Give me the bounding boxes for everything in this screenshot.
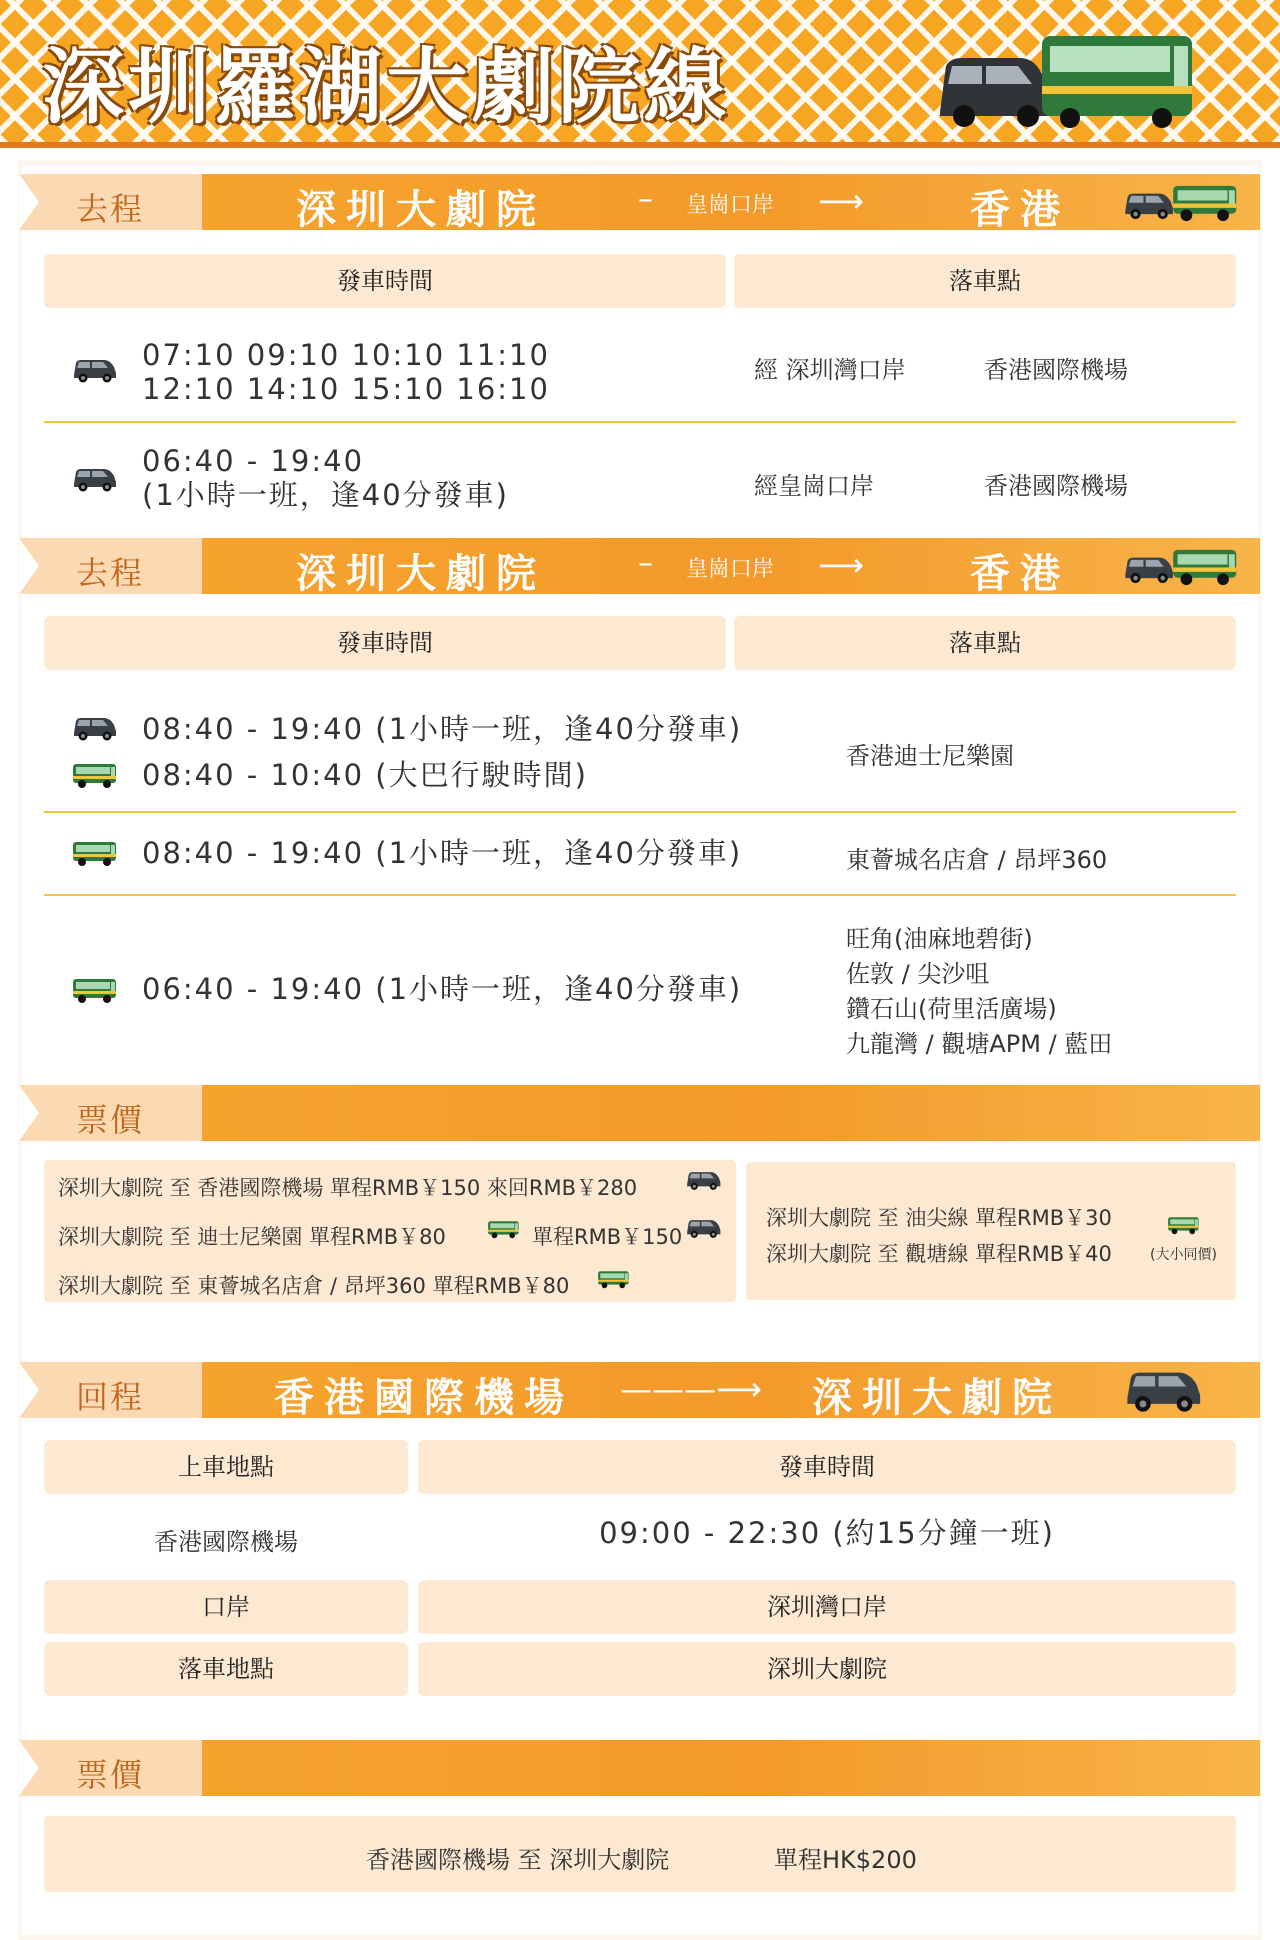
section-tab-label: 票價 [76, 1101, 145, 1139]
times-line-2: 12:10 14:10 15:10 16:10 [142, 372, 550, 406]
vehicles-icon [1120, 544, 1240, 588]
drop-point: 鑽石山(荷里活廣場) [846, 995, 1057, 1023]
route-from: 深圳大劇院 [296, 551, 546, 597]
section-tab-label: 去程 [76, 190, 145, 228]
col-header-time-label: 發車時間 [337, 267, 433, 295]
section-tab [20, 538, 202, 594]
route-via: 皇崗口岸 [686, 557, 775, 582]
col-header-pickup-label: 上車地點 [178, 1453, 274, 1481]
route-to: 深圳大劇院 [812, 1375, 1062, 1421]
via-port: 經皇崗口岸 [754, 472, 874, 500]
section-tab-label: 回程 [76, 1378, 145, 1416]
drop-label: 落車地點 [178, 1655, 274, 1683]
col-header-time-label: 發車時間 [337, 629, 433, 657]
col-header-time [418, 1440, 1236, 1494]
route-dash: – [638, 546, 653, 581]
port-value: 深圳灣口岸 [767, 1593, 887, 1621]
col-header-drop [734, 616, 1236, 670]
fare-note: (大小同價) [1150, 1247, 1217, 1263]
row-divider [44, 421, 1236, 423]
col-header-time-label: 發車時間 [779, 1453, 875, 1481]
times-line-2: 08:40 - 10:40 (大巴行駛時間) [142, 758, 588, 792]
van-icon [684, 1168, 722, 1192]
row-divider [44, 894, 1236, 896]
schedule-times: 06:40 - 19:40 (1小時一班，逢40分發車) [142, 972, 743, 1006]
section-tab [20, 1362, 202, 1418]
fare-price: 單程HK$200 [774, 1846, 917, 1874]
section-bar-outbound-2 [20, 538, 1260, 597]
fare-disney-bus: 深圳大劇院 至 迪士尼樂園 單程RMB￥80 [58, 1225, 446, 1249]
drop-point: 佐敦 / 尖沙咀 [846, 960, 990, 988]
section-tab [20, 1085, 202, 1141]
route-arrow: ⟶ [818, 182, 864, 220]
route-to: 香港 [970, 187, 1070, 233]
van-icon [70, 713, 118, 743]
schedule-times: 08:40 - 19:40 (1小時一班，逢40分發車) [142, 836, 743, 870]
drop-point: 東薈城名店倉 / 昂坪360 [846, 846, 1108, 874]
drop-point: 旺角(油麻地碧街) [846, 925, 1033, 953]
bus-icon [70, 975, 118, 1005]
section-bar-outbound-1 [20, 174, 1260, 233]
fare-disney-van: 單程RMB￥150 [532, 1225, 683, 1249]
col-header-pickup [44, 1440, 408, 1494]
drop-point: 九龍灣 / 觀塘APM / 藍田 [846, 1030, 1113, 1058]
col-header-time [44, 616, 726, 670]
bus-icon [486, 1218, 520, 1240]
van-icon [70, 464, 118, 494]
route-to: 香港 [970, 551, 1070, 597]
page-title: 深圳羅湖大劇院線 [42, 40, 731, 135]
section-tab-label: 去程 [76, 554, 145, 592]
section-bar-fares-1 [20, 1085, 1260, 1141]
van-icon [1120, 1362, 1204, 1416]
times-line-1: 08:40 - 19:40 (1小時一班，逢40分發車) [142, 712, 743, 746]
schedule-times [142, 338, 550, 406]
col-header-drop-label: 落車點 [949, 267, 1021, 295]
drop-point: 香港國際機場 [984, 472, 1128, 500]
via-port: 經 深圳灣口岸 [754, 356, 906, 384]
return-schedule: 09:00 - 22:30 (約15分鐘一班) [599, 1516, 1055, 1550]
van-icon [70, 355, 118, 385]
times-line-1: 06:40 - 19:40 [142, 444, 365, 478]
section-bar-fares-2 [20, 1740, 1260, 1796]
header-vehicles-image [930, 24, 1200, 134]
schedule-times [142, 706, 742, 798]
fare-route: 香港國際機場 至 深圳大劇院 [366, 1846, 670, 1874]
drop-value: 深圳大劇院 [767, 1655, 887, 1683]
drop-point: 香港迪士尼樂園 [846, 742, 1014, 770]
bus-icon [70, 838, 118, 868]
col-header-drop-label: 落車點 [949, 629, 1021, 657]
fare-citygate: 深圳大劇院 至 東薈城名店倉 / 昂坪360 單程RMB￥80 [58, 1274, 570, 1298]
bus-icon [596, 1268, 630, 1290]
row-divider [44, 811, 1236, 813]
drop-point: 香港國際機場 [984, 356, 1128, 384]
van-icon [684, 1216, 722, 1240]
fare-yau-tsim: 深圳大劇院 至 油尖線 單程RMB￥30 [766, 1206, 1112, 1230]
times-line-2: (1小時一班，逢40分發車) [142, 478, 509, 512]
route-from: 香港國際機場 [274, 1375, 574, 1421]
route-arrow: ⟶ [818, 546, 864, 584]
port-label: 口岸 [202, 1593, 250, 1621]
vehicles-icon [1120, 180, 1240, 224]
section-tab [20, 174, 202, 230]
section-bar-return [20, 1362, 1260, 1421]
fare-kwun-tong: 深圳大劇院 至 觀塘線 單程RMB￥40 [766, 1242, 1112, 1266]
port-label-box [44, 1580, 408, 1634]
drop-points-list [846, 922, 1112, 1062]
drop-value-box [418, 1642, 1236, 1696]
route-dash: – [638, 182, 653, 217]
route-from: 深圳大劇院 [296, 187, 546, 233]
times-line-1: 07:10 09:10 10:10 11:10 [142, 338, 550, 372]
schedule-times [142, 444, 509, 512]
bus-icon [1166, 1214, 1200, 1236]
col-header-time [44, 254, 726, 308]
col-header-drop [734, 254, 1236, 308]
bus-icon [70, 760, 118, 790]
drop-label-box [44, 1642, 408, 1696]
section-tab-label: 票價 [76, 1756, 145, 1794]
route-via: 皇崗口岸 [686, 193, 775, 218]
fare-airport: 深圳大劇院 至 香港國際機場 單程RMB￥150 來回RMB￥280 [58, 1176, 638, 1200]
route-arrow: ———⟶ [620, 1370, 762, 1408]
port-value-box [418, 1580, 1236, 1634]
section-tab [20, 1740, 202, 1796]
pickup-point: 香港國際機場 [154, 1528, 298, 1556]
